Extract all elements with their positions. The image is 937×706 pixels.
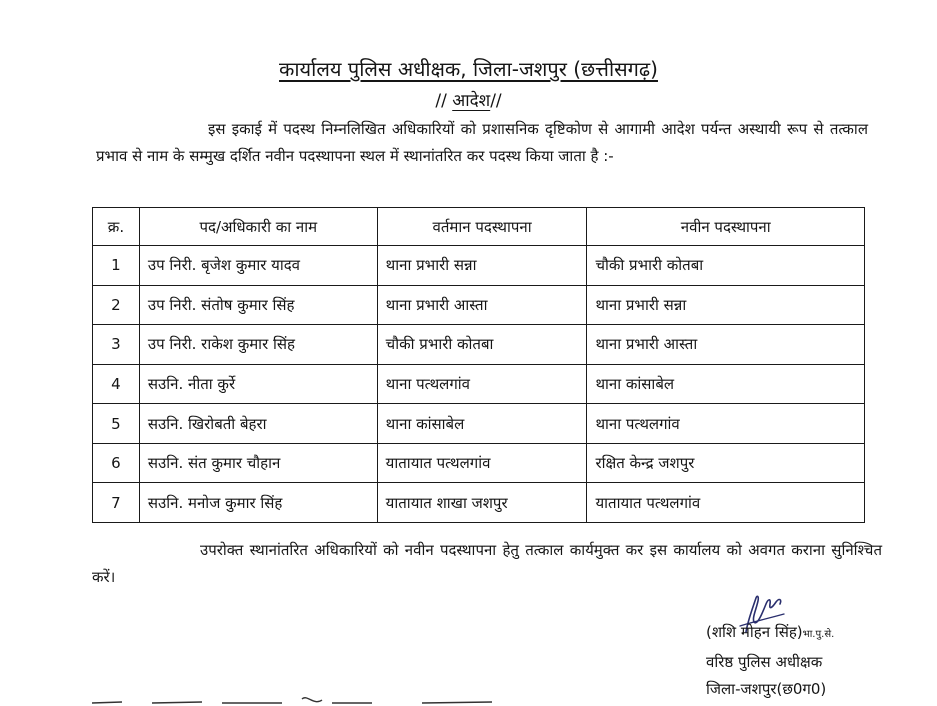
cell-serial: 3 [93,325,140,365]
col-header-current-posting: वर्तमान पदस्थापना [377,208,587,246]
cell-serial: 1 [93,246,140,286]
cell-serial: 4 [93,364,140,404]
table-row [93,325,865,365]
order-title: आदेश [452,91,491,111]
cell-serial: 7 [93,483,140,523]
cell-new-posting: थाना प्रभारी आस्ता [587,325,865,365]
office-title [0,55,937,82]
signatory-name [706,622,834,642]
cell-name: उप निरी. राकेश कुमार सिंह [139,325,377,365]
cell-current-posting: थाना पत्थलगांव [377,364,587,404]
cell-serial: 5 [93,404,140,444]
cell-current-posting: थाना कांसाबेल [377,404,587,444]
cell-new-posting: चौकी प्रभारी कोतबा [587,246,865,286]
cell-new-posting: रक्षित केन्द्र जशपुर [587,443,865,483]
cell-current-posting: यातायात पत्थलगांव [377,443,587,483]
order-prefix: // [435,91,447,111]
table-row [93,364,865,404]
table-row [93,404,865,444]
col-header-new-posting: नवीन पदस्थापना [587,208,865,246]
signatory-service: भा.पु.से. [802,629,835,640]
cell-name: सउनि. संत कुमार चौहान [139,443,377,483]
transfer-table [92,207,865,523]
cell-current-posting: चौकी प्रभारी कोतबा [377,325,587,365]
order-suffix: // [490,91,502,111]
table-row [93,285,865,325]
cell-new-posting: थाना कांसाबेल [587,364,865,404]
order-heading [0,88,937,111]
cell-serial: 6 [93,443,140,483]
signatory-designation: वरिष्ठ पुलिस अधीक्षक [706,653,823,671]
cell-current-posting: यातायात शाखा जशपुर [377,483,587,523]
table-header-row [93,208,865,246]
signatory-name-text: (शशि मोहन सिंह) [706,623,803,641]
col-header-name: पद/अधिकारी का नाम [139,208,377,246]
cell-name: उप निरी. संतोष कुमार सिंह [139,285,377,325]
cell-serial: 2 [93,285,140,325]
table-row [93,246,865,286]
cell-new-posting: थाना पत्थलगांव [587,404,865,444]
col-header-serial: क्र. [93,208,140,246]
cut-off-reference-line [92,694,512,706]
signatory-place: जिला-जशपुर(छ0ग0) [706,680,827,698]
cell-new-posting: थाना प्रभारी सन्ना [587,285,865,325]
office-title-text: कार्यालय पुलिस अधीक्षक, जिला-जशपुर (छत्तीसगढ़) [279,57,658,81]
cell-name: सउनि. नीता कुर्रे [139,364,377,404]
cell-current-posting: थाना प्रभारी आस्ता [377,285,587,325]
intro-paragraph: इस इकाई में पदस्थ निम्नलिखित अधिकारियों को प्रशासनिक दृष्टिकोण से आगामी आदेश पर्यन्त अस्थायी रूप से तत्काल प्रभाव से नाम के सम्मुख दर्शित नवीन पदस्थापना स्थल में स्थानांतरित कर पदस्थ किया जाता है :- [96,120,868,165]
table-row [93,483,865,523]
closing-paragraph: उपरोक्त स्थानांतरित अधिकारियों को नवीन पदस्थापना हेतु तत्काल कार्यमुक्त कर इस कार्यालय को अवगत कराना सुनिश्चित करें। [92,541,882,586]
cell-name: सउनि. मनोज कुमार सिंह [139,483,377,523]
cell-name: सउनि. खिरोबती बेहरा [139,404,377,444]
table-row [93,443,865,483]
cell-name: उप निरी. बृजेश कुमार यादव [139,246,377,286]
cell-new-posting: यातायात पत्थलगांव [587,483,865,523]
cell-current-posting: थाना प्रभारी सन्ना [377,246,587,286]
